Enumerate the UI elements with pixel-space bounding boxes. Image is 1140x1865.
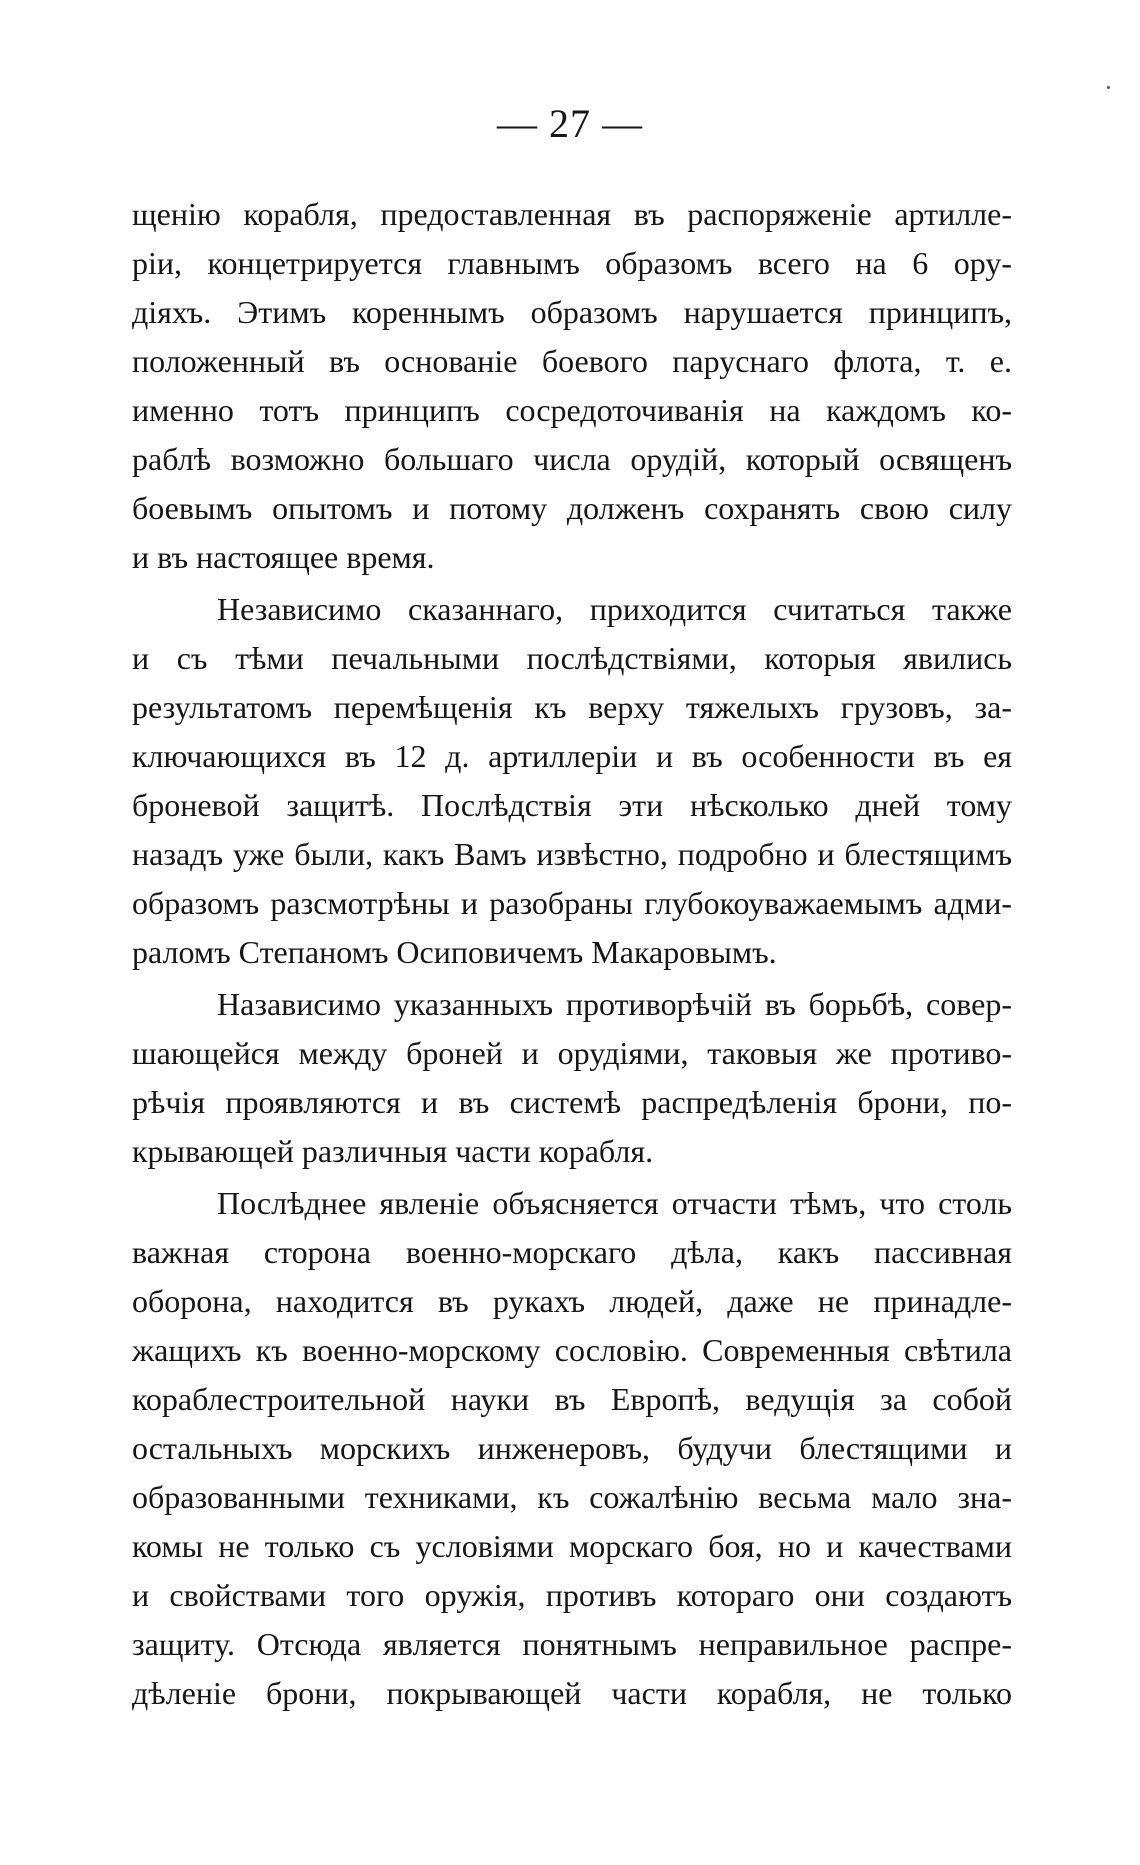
- text-line: положенный въ основаніе боевого паруснаго флота, т. е.: [132, 343, 1012, 379]
- text-line: образомъ разсмотрѣны и разобраны глубокоуважаемымъ адми-: [132, 885, 1012, 921]
- page-number: — 27 —: [497, 101, 643, 146]
- text-line: Назависимо указанныхъ противорѣчій въ борьбѣ, совер-: [217, 986, 1012, 1022]
- text-line: боевымъ опытомъ и потому долженъ сохранять свою силу: [132, 490, 1012, 526]
- paragraph-2: [132, 585, 1012, 977]
- text-line: рѣчія проявляются и въ системѣ распредѣленія брони, по-: [132, 1084, 1012, 1120]
- text-line: остальныхъ морскихъ инженеровъ, будучи блестящими и: [132, 1430, 1012, 1466]
- text-line: діяхъ. Этимъ кореннымъ образомъ нарушается принципъ,: [132, 294, 1012, 330]
- text-line: защиту. Отсюда является понятнымъ неправильное распре-: [132, 1626, 1012, 1662]
- text-line: кораблестроительной науки въ Европѣ, ведущія за собой: [132, 1381, 1012, 1417]
- text-line: раломъ Степаномъ Осиповичемъ Макаровымъ.: [132, 934, 777, 970]
- text-line: комы не только съ условіями морскаго боя, но и качествами: [132, 1528, 1012, 1564]
- text-line: раблѣ возможно большаго числа орудій, который освященъ: [132, 441, 1012, 477]
- text-line: шающейся между броней и орудіями, таковыя же противо-: [132, 1035, 1012, 1071]
- print-speck: [1107, 86, 1110, 89]
- body-text: [132, 190, 1012, 1718]
- text-line: результатомъ перемѣщенія къ верху тяжелыхъ грузовъ, за-: [132, 689, 1012, 725]
- paragraph-3: [132, 980, 1012, 1176]
- text-line: именно тотъ принципъ сосредоточиванія на каждомъ ко-: [132, 392, 1012, 428]
- text-line: крывающей различныя части корабля.: [132, 1133, 654, 1169]
- text-line: важная сторона военно-морскаго дѣла, какъ пассивная: [132, 1234, 1012, 1270]
- text-line: и свойствами того оружія, противъ котораго они создаютъ: [132, 1577, 1012, 1613]
- text-line: ключающихся въ 12 д. артиллеріи и въ особенности въ ея: [132, 738, 1012, 774]
- text-line: дѣленіе брони, покрывающей части корабля, не только: [132, 1675, 1012, 1711]
- text-line: и въ настоящее время.: [132, 539, 435, 575]
- text-line: Послѣднее явленіе объясняется отчасти тѣмъ, что столь: [217, 1185, 1012, 1221]
- text-line: щенію корабля, предоставленная въ распоряженіе артилле-: [132, 196, 1012, 232]
- text-line: жащихъ къ военно-морскому сословію. Современныя свѣтила: [132, 1332, 1012, 1368]
- text-line: ріи, концетрируется главнымъ образомъ всего на 6 ору-: [132, 245, 1012, 281]
- paragraph-1: [132, 190, 1012, 582]
- text-line: Независимо сказаннаго, приходится считаться также: [217, 591, 1012, 627]
- text-line: образованными техниками, къ сожалѣнію весьма мало зна-: [132, 1479, 1012, 1515]
- text-line: и съ тѣми печальными послѣдствіями, которыя явились: [132, 640, 1012, 676]
- text-line: назадъ уже были, какъ Вамъ извѣстно, подробно и блестящимъ: [132, 836, 1012, 872]
- paragraph-4: [132, 1179, 1012, 1718]
- text-line: оборона, находится въ рукахъ людей, даже не принадле-: [132, 1283, 1012, 1319]
- text-line: броневой защитѣ. Послѣдствія эти нѣсколько дней тому: [132, 787, 1012, 823]
